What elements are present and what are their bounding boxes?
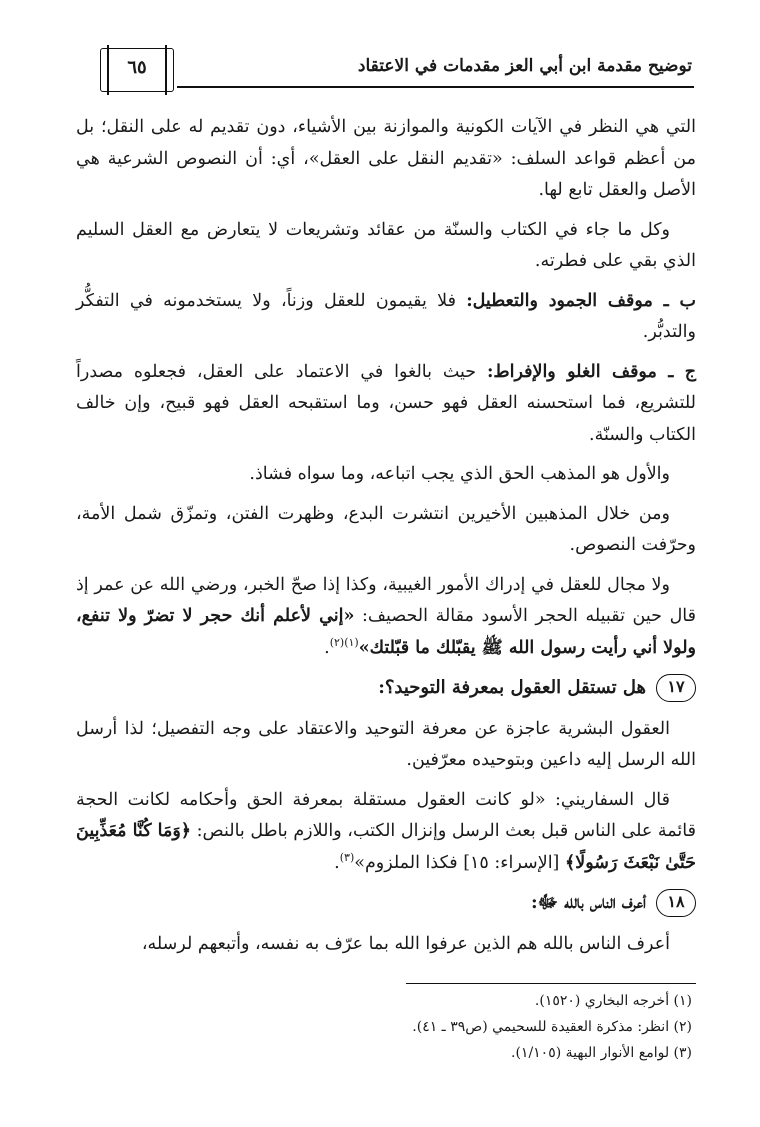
paragraph-text: حيث بالغوا في الاعتماد على العقل، فجعلوه مصدراً للتشريع، فما استحسنه العقل فهو حسن، وما استقبحه العقل فهو قبيح، وإن خالف الكتاب والسنّة.	[76, 361, 696, 445]
question-heading-17	[76, 672, 696, 704]
page-number: ٦٥	[127, 57, 147, 78]
paragraph	[76, 785, 696, 880]
paragraph-text: [الإسراء: ١٥] فكذا الملزوم»	[354, 852, 565, 873]
question-title: أعرف الناس بالله ﷻ:	[530, 892, 646, 913]
page-body	[76, 112, 696, 968]
footnote-ref: (٣)	[339, 850, 355, 864]
section-heading: ب ـ موقف الجمود والتعطيل:	[466, 290, 696, 311]
footnote: (٢) انظر: مذكرة العقيدة للسحيمي (ص٣٩ ـ ٤١).	[412, 1019, 692, 1035]
question-title: هل تستقل العقول بمعرفة التوحيد؟:	[378, 677, 646, 698]
footnote-separator	[406, 983, 696, 984]
paragraph	[76, 357, 696, 452]
paragraph: العقول البشرية عاجزة عن معرفة التوحيد والاعتقاد على وجه التفصيل؛ لذا أرسل الله الرسل إليه داعين وبتوحيده معرّفين.	[76, 718, 696, 770]
paragraph: وكل ما جاء في الكتاب والسنّة من عقائد وتشريعات لا يتعارض مع العقل السليم الذي بقي على فطرته.	[76, 219, 696, 271]
paragraph	[76, 570, 696, 665]
footnotes	[76, 988, 696, 1066]
question-number-badge: ١٧	[656, 674, 696, 702]
paragraph-text: .	[324, 637, 330, 658]
section-heading: ج ـ موقف الغلو والإفراط:	[486, 361, 696, 382]
running-header	[82, 48, 694, 94]
paragraph: أعرف الناس بالله هم الذين عرفوا الله بما عرّف به نفسه، وأتبعهم لرسله،	[141, 933, 670, 954]
footnote: (١) أخرجه البخاري (١٥٢٠).	[534, 993, 692, 1009]
question-heading-18	[76, 887, 696, 919]
paragraph: والأول هو المذهب الحق الذي يجب اتباعه، وما سواه فشاذ.	[249, 464, 670, 484]
question-number-badge: ١٨	[656, 889, 696, 917]
quran-verse: ﴿وَمَا كُنَّا مُعَذِّبِينَ حَتَّىٰ نَبْعَثَ رَسُولًا﴾	[76, 821, 696, 873]
header-rule	[177, 86, 694, 88]
paragraph-text: قال السفاريني: «لو كانت العقول مستقلة بمعرفة الحق وأحكامه لكانت الحجة قائمة على الناس قبل بعث الرسل وإنزال الكتب، واللازم باطل بالنص:	[76, 789, 696, 841]
hadith-quote: «إني لأعلم أنك حجر لا تضرّ ولا تنفع، ولولا أني رأيت رسول الله ﷺ يقبّلك ما قبّلتك»	[76, 606, 696, 658]
paragraph-text: فلا يقيمون للعقل وزناً، ولا يستخدمونه في التفكُّر والتدبُّر.	[76, 290, 696, 342]
paragraph	[76, 286, 696, 349]
running-title: توضيح مقدمة ابن أبي العز مقدمات في الاعتقاد	[357, 56, 692, 76]
paragraph: التي هي النظر في الآيات الكونية والموازنة بين الأشياء، دون تقديم له على النقل؛ بل من أعظم قواعد السلف: «تقديم النقل على العقل»، أي: أن النصوص الشرعية هي الأصل والعقل تابع لها.	[76, 117, 696, 200]
page-box-bar-left	[107, 45, 109, 95]
paragraph: ومن خلال المذهبين الأخيرين انتشرت البدع، وظهرت الفتن، وتمزّق شمل الأمة، وحرّفت النصوص.	[76, 503, 696, 555]
page-number-box	[100, 48, 174, 92]
page-box-bar-right	[165, 45, 167, 95]
footnote: (٣) لوامع الأنوار البهية (١/١٠٥).	[511, 1045, 692, 1061]
footnote-ref: (١)(٢)	[329, 635, 359, 649]
paragraph-text: .	[334, 852, 340, 873]
paragraph-text: ولا مجال للعقل في إدراك الأمور الغيبية، وكذا إذا صحّ الخبر، ورضي الله عن عمر إذ قال حين تقبيله الحجر الأسود مقالة الحصيف:	[76, 574, 696, 626]
